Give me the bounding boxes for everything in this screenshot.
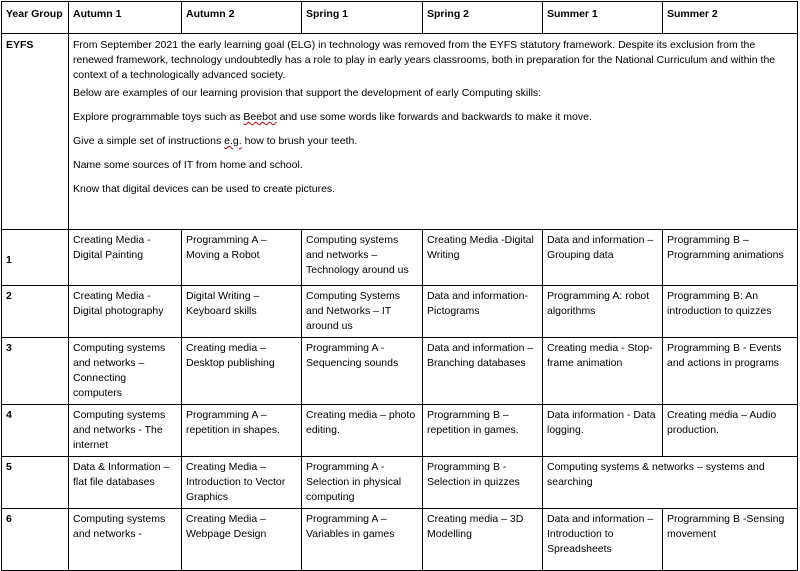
unit-cell: Computing systems and networks – Connecting computers bbox=[69, 338, 182, 405]
eyfs-row bbox=[2, 34, 798, 230]
unit-cell: Creating Media – Introduction to Vector Graphics bbox=[182, 457, 302, 509]
unit-cell: Creating media - Stop-frame animation bbox=[543, 338, 663, 405]
year-group-label: 5 bbox=[2, 457, 69, 509]
eyfs-description bbox=[69, 34, 798, 230]
header-autumn-1: Autumn 1 bbox=[69, 2, 182, 34]
unit-cell: Programming A – Variables in games bbox=[302, 509, 423, 571]
header-autumn-2: Autumn 2 bbox=[182, 2, 302, 34]
year-group-label: 3 bbox=[2, 338, 69, 405]
curriculum-table bbox=[1, 1, 798, 571]
header-row bbox=[2, 2, 798, 34]
unit-cell: Programming A - Selection in physical computing bbox=[302, 457, 423, 509]
eyfs-item bbox=[73, 110, 793, 125]
table-row bbox=[2, 457, 798, 509]
unit-cell: Creating media – 3D Modelling bbox=[423, 509, 543, 571]
eyfs-item-text: Give a simple set of instructions bbox=[73, 135, 225, 147]
unit-cell: Computing systems and networks – Technology around us bbox=[302, 230, 423, 286]
table-row bbox=[2, 509, 798, 571]
unit-cell: Data and information – Grouping data bbox=[543, 230, 663, 286]
spellcheck-word: Beebot bbox=[243, 111, 277, 123]
header-summer-2: Summer 2 bbox=[663, 2, 798, 34]
unit-cell: Computing systems and networks - bbox=[69, 509, 182, 571]
unit-cell: Creating media – Desktop publishing bbox=[182, 338, 302, 405]
unit-cell: Programming A – repetition in shapes. bbox=[182, 405, 302, 457]
unit-cell: Data information - Data logging. bbox=[543, 405, 663, 457]
year-group-label: EYFS bbox=[2, 34, 69, 230]
unit-cell: Programming B – repetition in games. bbox=[423, 405, 543, 457]
year-group-label: 6 bbox=[2, 509, 69, 571]
eyfs-item: Name some sources of IT from home and school. bbox=[73, 159, 303, 171]
year-group-label: 2 bbox=[2, 286, 69, 338]
unit-cell: Programming A – Moving a Robot bbox=[182, 230, 302, 286]
unit-cell: Programming B - Events and actions in programs bbox=[663, 338, 798, 405]
eyfs-lead: Below are examples of our learning provision that support the development of early Computing skills: bbox=[73, 87, 542, 99]
header-year-group: Year Group bbox=[2, 2, 69, 34]
year-group-label: 1 bbox=[2, 230, 69, 286]
unit-cell: Creating Media -Digital Writing bbox=[423, 230, 543, 286]
eyfs-item-text: Explore programmable toys such as bbox=[73, 111, 244, 123]
unit-cell: Data & Information – flat file databases bbox=[69, 457, 182, 509]
unit-cell: Programming B -Sensing movement bbox=[663, 509, 798, 571]
unit-cell: Data and information – Introduction to Spreadsheets bbox=[543, 509, 663, 571]
unit-cell: Programming B - Selection in quizzes bbox=[423, 457, 543, 509]
unit-cell: Data and information – Branching databases bbox=[423, 338, 543, 405]
table-row bbox=[2, 286, 798, 338]
eyfs-item-text: and use some words like forwards and backwards to make it move. bbox=[276, 111, 592, 123]
unit-cell: Creating Media - Digital Painting bbox=[69, 230, 182, 286]
eyfs-intro: From September 2021 the early learning goal (ELG) in technology was removed from the EYFS statutory framework. Despite its exclusion from the renewed framework, technology undoubtedly has a role to play in early years classrooms, both in preparation for the National Curriculum and within the context of a technologically advanced society. bbox=[73, 39, 776, 81]
unit-cell: Programming B: An introduction to quizzes bbox=[663, 286, 798, 338]
table-row bbox=[2, 405, 798, 457]
unit-cell: Data and information- Pictograms bbox=[423, 286, 543, 338]
eyfs-item bbox=[73, 134, 793, 149]
unit-cell: Creating media – photo editing. bbox=[302, 405, 423, 457]
eyfs-item-text: how to brush your teeth. bbox=[241, 135, 358, 147]
unit-cell: Digital Writing – Keyboard skills bbox=[182, 286, 302, 338]
unit-cell: Creating Media – Webpage Design bbox=[182, 509, 302, 571]
eyfs-item: Know that digital devices can be used to create pictures. bbox=[73, 183, 336, 195]
year-group-label: 4 bbox=[2, 405, 69, 457]
unit-cell: Programming B – Programming animations bbox=[663, 230, 798, 286]
unit-cell: Computing systems and networks - The internet bbox=[69, 405, 182, 457]
unit-cell: Creating media – Audio production. bbox=[663, 405, 798, 457]
unit-cell: Creating Media -Digital photography bbox=[69, 286, 182, 338]
header-summer-1: Summer 1 bbox=[543, 2, 663, 34]
spellcheck-word: e.g. bbox=[224, 135, 242, 147]
unit-cell: Computing Systems and Networks – IT around us bbox=[302, 286, 423, 338]
unit-cell: Programming A: robot algorithms bbox=[543, 286, 663, 338]
table-row bbox=[2, 230, 798, 286]
table-row bbox=[2, 338, 798, 405]
header-spring-1: Spring 1 bbox=[302, 2, 423, 34]
unit-cell: Computing systems & networks – systems and searching bbox=[543, 457, 798, 509]
unit-cell: Programming A - Sequencing sounds bbox=[302, 338, 423, 405]
header-spring-2: Spring 2 bbox=[423, 2, 543, 34]
